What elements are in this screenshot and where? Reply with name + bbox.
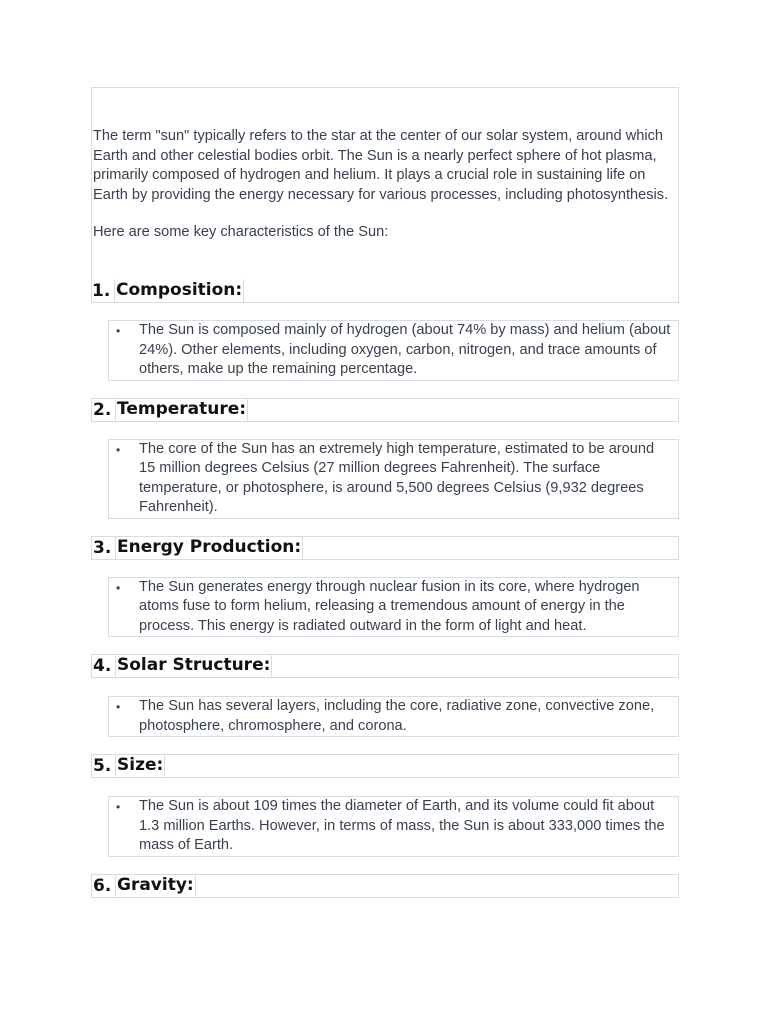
- section-number: 5.: [93, 756, 112, 776]
- section-heading-solar-structure: [91, 654, 679, 678]
- bullet-icon: •: [116, 580, 121, 595]
- intro-block: [91, 87, 679, 303]
- section-heading-size: [91, 754, 679, 778]
- section-title: Temperature:: [115, 398, 248, 422]
- bullet-item-size: [108, 796, 679, 857]
- document-page: [91, 87, 679, 898]
- section-title: Size:: [115, 754, 165, 778]
- bullet-item-composition: [108, 320, 679, 381]
- bullet-text: The Sun is about 109 times the diameter of Earth, and its volume could fit about 1.3 million Earths. However, in terms of mass, the Sun is about 333,000 times the mass of Earth.: [139, 798, 665, 853]
- bullet-text: The core of the Sun has an extremely high temperature, estimated to be around 15 million degrees Celsius (27 million degrees Fahrenheit). The surface temperature, or photosphere, is around 5,500 degrees Celsius (9,932 degrees Fahrenheit).: [139, 440, 655, 515]
- section-heading-composition: [91, 280, 679, 304]
- section-number: 4.: [93, 656, 112, 676]
- section-number: 6.: [93, 875, 112, 896]
- section-heading-energy-production: [91, 536, 679, 560]
- section-title: Solar Structure:: [115, 654, 272, 678]
- bullet-icon: •: [116, 700, 121, 714]
- section-title: Gravity:: [115, 874, 196, 898]
- bullet-item-solar-structure: [108, 696, 679, 737]
- bullet-icon: •: [116, 442, 121, 457]
- section-heading-gravity: [91, 874, 679, 898]
- bullet-icon: •: [116, 800, 121, 814]
- bullet-text: The Sun is composed mainly of hydrogen (about 74% by mass) and helium (about 24%). Other elements, including oxygen, carbon, nitrogen, and trace amounts of others, make up the remaining percentage.: [139, 322, 671, 377]
- key-characteristics-lead-in: Here are some key characteristics of the Sun:: [93, 224, 389, 240]
- section-number: 1.: [92, 281, 111, 301]
- bullet-icon: •: [116, 324, 121, 338]
- section-heading-temperature: [91, 398, 679, 422]
- section-number: 3.: [93, 537, 112, 558]
- section-title: Energy Production:: [115, 536, 303, 560]
- section-title: Composition:: [114, 279, 244, 303]
- intro-paragraph: The term "sun" typically refers to the star at the center of our solar system, around which Earth and other celestial bodies orbit. The Sun is a nearly perfect sphere of hot plasma, primarily composed of hydrogen and helium. It plays a crucial role in sustaining life on Earth by providing the energy necessary for various processes, including photosynthesis.: [93, 128, 669, 203]
- bullet-text: The Sun generates energy through nuclear fusion in its core, where hydrogen atoms fuse to form helium, releasing a tremendous amount of energy in the process. This energy is radiated outward in the form of light and heat.: [139, 578, 640, 634]
- bullet-item-temperature: [108, 439, 679, 519]
- bullet-text: The Sun has several layers, including the core, radiative zone, convective zone, photosphere, chromosphere, and corona.: [139, 698, 655, 734]
- bullet-item-energy-production: [108, 577, 679, 638]
- section-number: 2.: [93, 399, 112, 420]
